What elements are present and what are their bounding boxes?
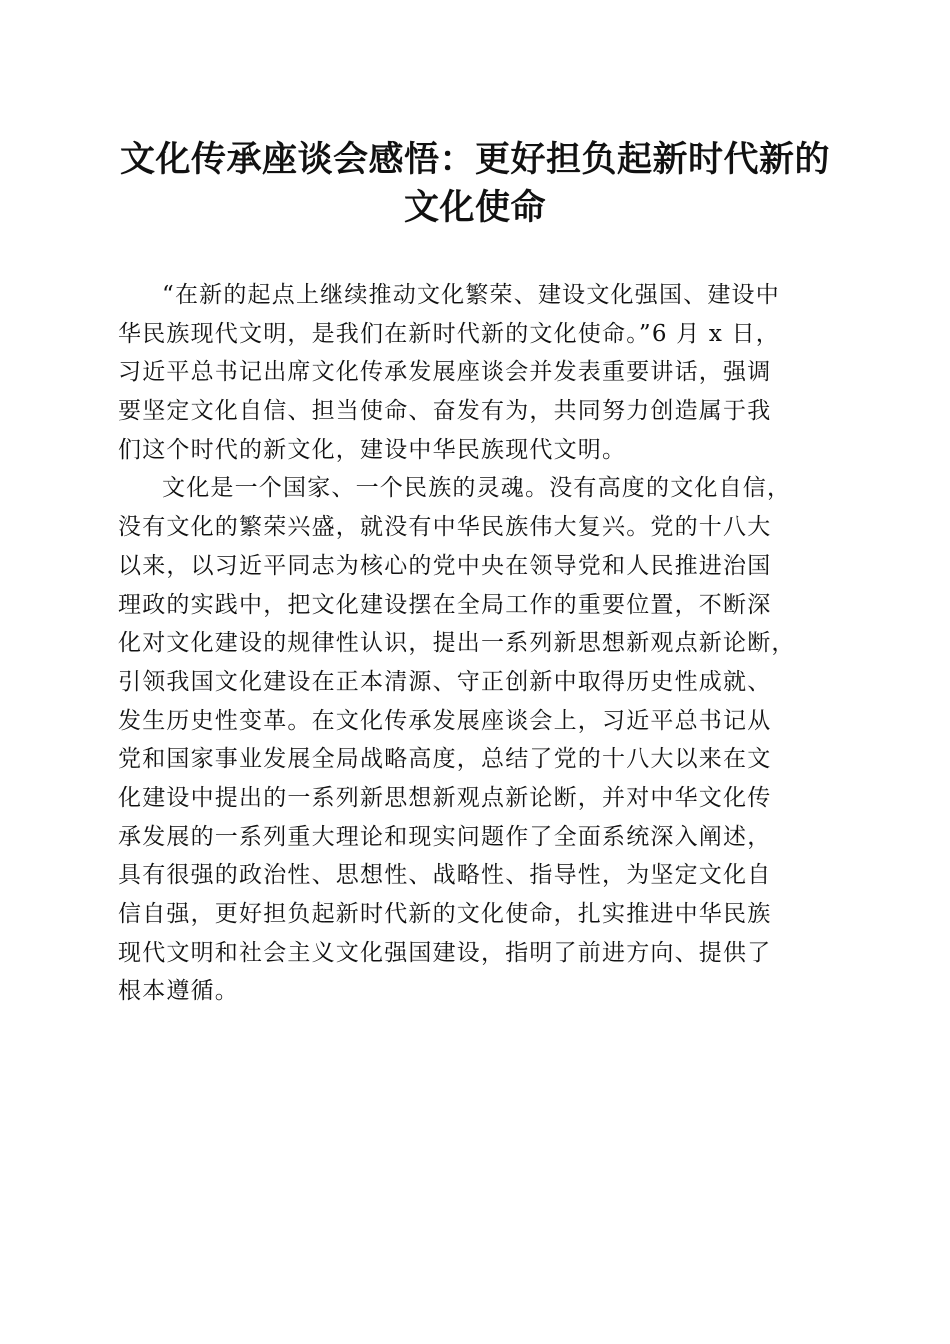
text-line: 信自强，更好担负起新时代新的文化使命，扎实推进中华民族 (118, 901, 772, 927)
text-line: 化建设中提出的一系列新思想新观点新论断，并对中华文化传 (118, 784, 772, 811)
text-line: 党和国家事业发展全局战略高度，总结了党的十八大以来在文 (118, 746, 772, 773)
text-line: 文化是一个国家、一个民族的灵魂。没有高度的文化自信， (162, 475, 792, 502)
text-line: 现代文明和社会主义文化强国建设，指明了前进方向、提供了 (118, 939, 772, 966)
document-title (110, 136, 840, 232)
text-line: 承发展的一系列重大理论和现实问题作了全面系统深入阐述， (118, 823, 772, 850)
text-line: 理政的实践中，把文化建设摆在全局工作的重要位置，不断深 (118, 591, 772, 618)
text-line: 发生历史性变革。在文化传承发展座谈会上，习近平总书记从 (118, 707, 772, 734)
paragraph (118, 276, 828, 469)
title-line: 文化使命 (403, 187, 546, 228)
text-line: 们这个时代的新文化，建设中华民族现代文明。 (118, 436, 627, 463)
text-line: 习近平总书记出席文化传承发展座谈会并发表重要讲话，强调 (118, 359, 772, 386)
paragraph (118, 469, 828, 1011)
document-body (118, 276, 828, 1011)
text-line: 引领我国文化建设在正本清源、守正创新中取得历史性成就、 (118, 668, 772, 695)
text-line: 没有文化的繁荣兴盛，就没有中华民族伟大复兴。党的十八大 (118, 514, 772, 541)
text-line: 以来，以习近平同志为核心的党中央在领导党和人民推进治国 (118, 552, 772, 579)
text-line: 具有很强的政治性、思想性、战略性、指导性，为坚定文化自 (118, 862, 772, 889)
text-line: 要坚定文化自信、担当使命、奋发有为，共同努力创造属于我 (118, 398, 772, 425)
text-line: 根本遵循。 (118, 978, 239, 1005)
text-line: 化对文化建设的规律性认识，提出一系列新思想新观点新论断， (118, 630, 796, 657)
text-line: 华民族现代文明，是我们在新时代新的文化使命。”6 月 x 日， (118, 320, 780, 347)
title-line: 文化传承座谈会感悟：更好担负起新时代新的 (119, 139, 830, 180)
text-line: “在新的起点上继续推动文化繁荣、建设文化强国、建设中 (162, 282, 780, 308)
